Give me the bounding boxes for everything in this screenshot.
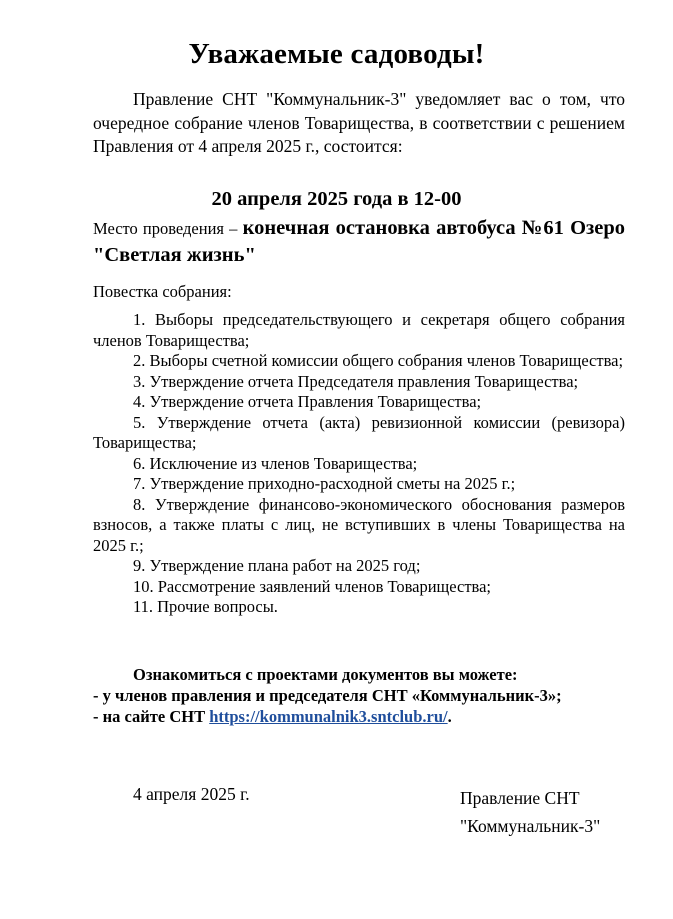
documents-item-board: - у членов правления и председателя СНТ «Коммунальник-3»; <box>93 686 562 705</box>
signature-org <box>460 784 600 840</box>
signature-org-line-2: "Коммунальник-3" <box>460 816 601 836</box>
signature-org-line-1: Правление СНТ <box>460 788 580 808</box>
agenda-item: 4. Утверждение отчета Правления Товарищества; <box>133 392 482 411</box>
documents-site-prefix: - на сайте СНТ <box>93 707 210 726</box>
page-title: Уважаемые садоводы! <box>188 38 485 70</box>
agenda-item: 2. Выборы счетной комиссии общего собрания членов Товарищества; <box>133 351 624 370</box>
agenda-item: 11. Прочие вопросы. <box>133 597 278 616</box>
documents-site-suffix: . <box>447 707 452 726</box>
documents-section <box>93 664 625 727</box>
documents-heading: Ознакомиться с проектами документов вы можете: <box>133 665 518 684</box>
agenda-item: 6. Исключение из членов Товарищества; <box>133 453 418 473</box>
agenda-item: 9. Утверждение плана работ на 2025 год; <box>133 556 421 575</box>
meeting-date: 20 апреля 2025 года в 12-00 <box>211 188 462 210</box>
venue-place: конечная остановка автобуса №61 Озеро "Светлая жизнь" <box>93 217 626 266</box>
website-link[interactable]: https://kommunalnik3.sntclub.ru/ <box>209 707 448 726</box>
agenda-item: 1. Выборы председательствующего и секретаря общего собрания членов Товарищества; <box>93 310 625 350</box>
agenda-item: 7. Утверждение приходно-расходной сметы на 2025 г.; <box>133 474 516 493</box>
intro-paragraph: Правление СНТ "Коммунальник-3" уведомляет вас о том, что очередное собрание членов Товарищества, в соответствии с решением Правления от 4 апреля 2025 г., состоится: <box>93 89 625 156</box>
agenda-item: 5. Утверждение отчета (акта) ревизионной комиссии (ревизора) Товарищества; <box>93 412 625 452</box>
agenda-list <box>93 310 625 618</box>
agenda-item: 8. Утверждение финансово-экономического обоснования размеров взносов, а также платы с лиц, не вступивших в члены Товарищества на 2025 г.; <box>93 494 625 555</box>
agenda-item: 10. Рассмотрение заявлений членов Товарищества; <box>133 576 492 596</box>
documents-item-site <box>93 706 625 727</box>
venue-label: Место проведения – <box>93 219 243 238</box>
agenda-title: Повестка собрания: <box>93 282 232 301</box>
agenda-item: 3. Утверждение отчета Председателя правления Товарищества; <box>133 371 579 391</box>
venue-line <box>93 215 625 269</box>
signature-date: 4 апреля 2025 г. <box>133 784 250 804</box>
